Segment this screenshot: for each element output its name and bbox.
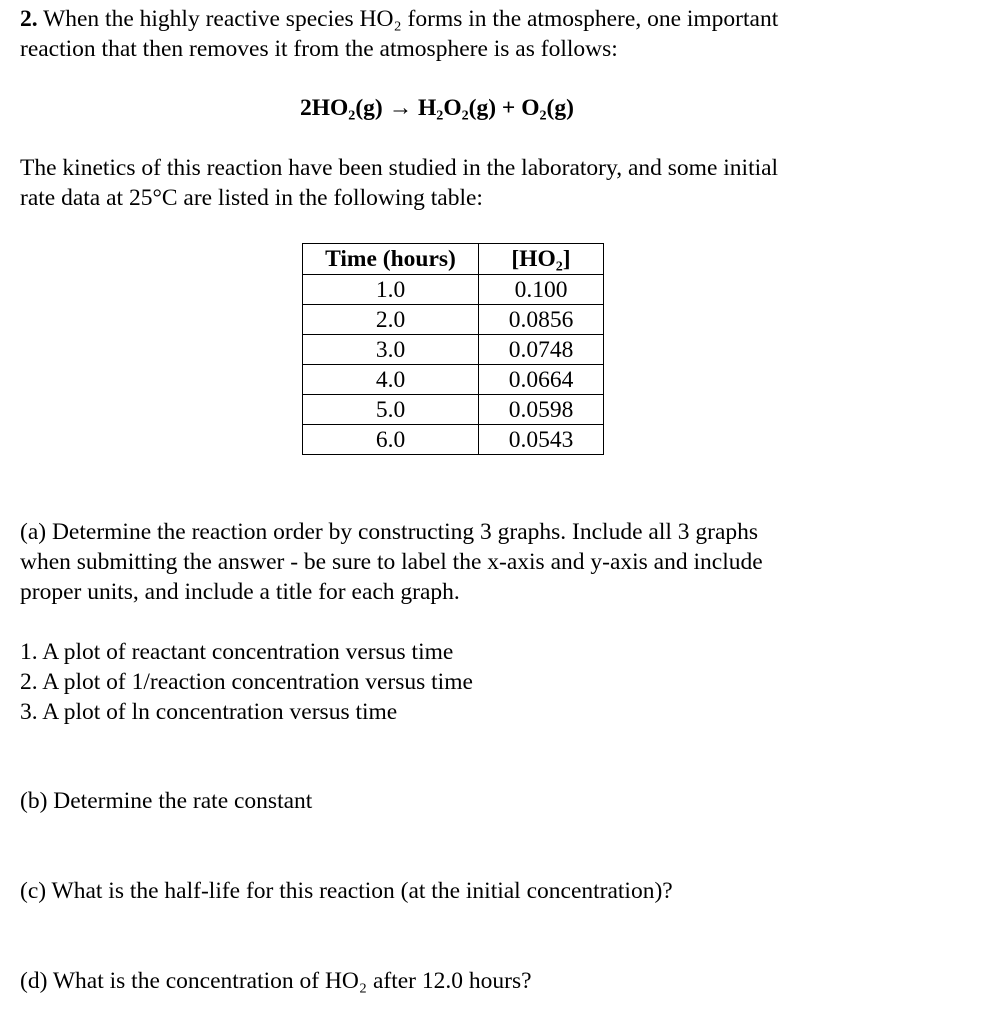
cell-concentration: 0.0598 — [479, 395, 604, 425]
rate-data-table — [302, 243, 604, 455]
part-d — [20, 966, 980, 996]
table-row — [303, 425, 604, 455]
table-row — [303, 335, 604, 365]
kinetics-paragraph — [20, 153, 980, 213]
table-row — [303, 395, 604, 425]
header-concentration: [HO₂] — [479, 244, 604, 275]
part-a-line-1: (a) Determine the reaction order by constructing 3 graphs. Include all 3 graphs — [20, 519, 759, 545]
cell-time: 2.0 — [303, 305, 479, 335]
plot-list — [20, 637, 980, 727]
list-item: 2. A plot of 1/reaction concentration versus time — [20, 669, 473, 695]
cell-concentration: 0.0664 — [479, 365, 604, 395]
table-row — [303, 305, 604, 335]
part-d-text: (d) What is the concentration of HO₂ after 12.0 hours? — [20, 968, 532, 994]
reaction-equation: 2HO₂(g) → H₂O₂(g) + O₂(g) — [300, 95, 574, 121]
part-b — [20, 786, 980, 816]
table-row — [303, 365, 604, 395]
cell-concentration: 0.0748 — [479, 335, 604, 365]
intro-text-1: When the highly reactive species HO₂ forms in the atmosphere, one important — [37, 6, 779, 32]
header-time: Time (hours) — [303, 244, 479, 275]
cell-time: 4.0 — [303, 365, 479, 395]
question-number: 2. — [20, 6, 38, 32]
list-item: 1. A plot of reactant concentration versus time — [20, 639, 454, 665]
part-a-line-3: proper units, and include a title for each graph. — [20, 579, 460, 605]
cell-time: 1.0 — [303, 275, 479, 305]
cell-concentration: 0.0856 — [479, 305, 604, 335]
part-a-line-2: when submitting the answer - be sure to label the x-axis and y-axis and include — [20, 549, 763, 575]
question-intro — [20, 4, 980, 64]
part-c — [20, 876, 980, 906]
list-item: 3. A plot of ln concentration versus time — [20, 699, 398, 725]
kinetics-line-2: rate data at 25°C are listed in the following table: — [20, 185, 483, 211]
table-header-row — [303, 244, 604, 275]
table-row — [303, 275, 604, 305]
cell-time: 3.0 — [303, 335, 479, 365]
cell-concentration: 0.100 — [479, 275, 604, 305]
kinetics-line-1: The kinetics of this reaction have been studied in the laboratory, and some initial — [20, 155, 779, 181]
intro-line-2: reaction that then removes it from the atmosphere is as follows: — [20, 36, 618, 62]
part-c-text: (c) What is the half-life for this reaction (at the initial concentration)? — [20, 878, 673, 904]
part-a — [20, 517, 980, 607]
part-b-text: (b) Determine the rate constant — [20, 788, 313, 814]
cell-time: 6.0 — [303, 425, 479, 455]
intro-line-1 — [20, 4, 980, 34]
cell-concentration: 0.0543 — [479, 425, 604, 455]
cell-time: 5.0 — [303, 395, 479, 425]
